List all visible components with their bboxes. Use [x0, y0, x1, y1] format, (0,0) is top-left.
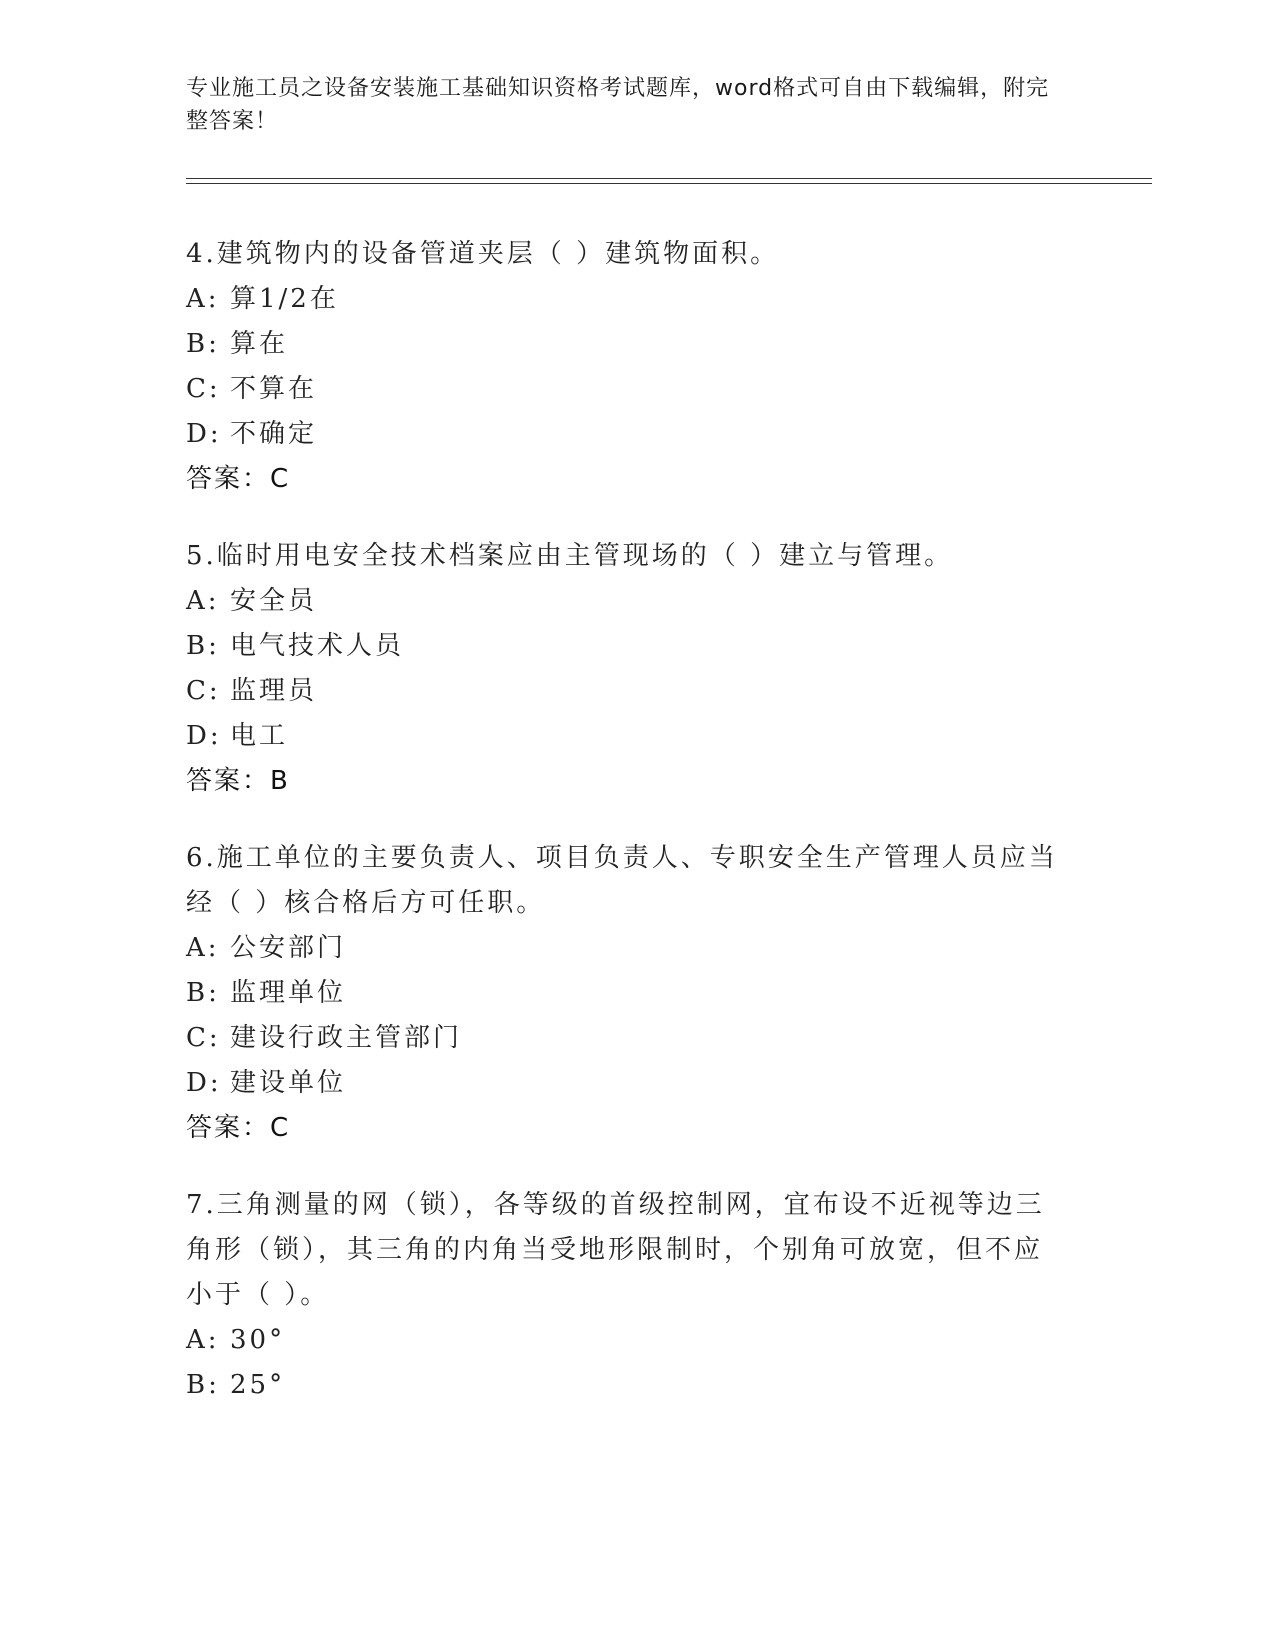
option-text: 监理员	[230, 676, 318, 706]
document-header: 专业施工员之设备安装施工基础知识资格考试题库，word格式可自由下载编辑，附完整答案！	[186, 76, 1050, 134]
question-stem: 7.三角测量的网（锁），各等级的首级控制网，宜布设不近视等边三角形（锁），其三角的内角当受地形限制时，个别角可放宽，但不应小于（ ）。	[186, 1190, 1045, 1310]
option-c	[186, 367, 1066, 412]
option-label: A:	[186, 586, 220, 616]
option-label: B:	[186, 1370, 220, 1400]
header-divider-top	[186, 178, 1152, 179]
answer: 答案：C	[186, 464, 291, 494]
option-label: D:	[186, 721, 222, 751]
option-text: 公安部门	[230, 933, 347, 963]
option-text: 不算在	[230, 374, 318, 404]
option-b	[186, 971, 1066, 1016]
option-b	[186, 1363, 1066, 1408]
question-list	[186, 232, 1066, 1440]
option-label: A:	[186, 1325, 220, 1355]
option-text: 安全员	[230, 586, 318, 616]
option-label: B:	[186, 631, 220, 661]
question-4	[186, 232, 1066, 502]
option-label: C:	[186, 374, 221, 404]
option-a	[186, 1318, 1066, 1363]
option-text: 不确定	[230, 419, 318, 449]
option-label: D:	[186, 1068, 222, 1098]
option-text: 算在	[230, 329, 289, 359]
option-text: 电工	[230, 721, 289, 751]
option-c	[186, 669, 1066, 714]
option-a	[186, 579, 1066, 624]
option-label: A:	[186, 284, 220, 314]
option-label: C:	[186, 1023, 221, 1053]
option-text: 建设单位	[230, 1068, 347, 1098]
question-stem: 5.临时用电安全技术档案应由主管现场的（ ）建立与管理。	[186, 541, 954, 571]
question-stem: 6.施工单位的主要负责人、项目负责人、专职安全生产管理人员应当经（ ）核合格后方可任职。	[186, 843, 1058, 918]
option-d	[186, 412, 1066, 457]
option-a	[186, 926, 1066, 971]
option-d	[186, 714, 1066, 759]
question-5	[186, 534, 1066, 804]
option-text: 电气技术人员	[230, 631, 405, 661]
answer: 答案：B	[186, 766, 290, 796]
option-text: 监理单位	[230, 978, 347, 1008]
option-text: 建设行政主管部门	[230, 1023, 463, 1053]
option-b	[186, 624, 1066, 669]
option-b	[186, 322, 1066, 367]
option-label: B:	[186, 329, 220, 359]
option-label: D:	[186, 419, 222, 449]
question-7	[186, 1183, 1066, 1408]
option-label: C:	[186, 676, 221, 706]
option-text: 25°	[230, 1370, 286, 1400]
option-a	[186, 277, 1066, 322]
option-d	[186, 1061, 1066, 1106]
option-c	[186, 1016, 1066, 1061]
option-text: 算1/2在	[230, 284, 339, 314]
option-text: 30°	[230, 1325, 286, 1355]
header-divider-bottom	[186, 183, 1152, 184]
question-6	[186, 836, 1066, 1151]
question-stem: 4.建筑物内的设备管道夹层（ ）建筑物面积。	[186, 239, 780, 269]
option-label: A:	[186, 933, 220, 963]
answer: 答案：C	[186, 1113, 291, 1143]
option-label: B:	[186, 978, 220, 1008]
